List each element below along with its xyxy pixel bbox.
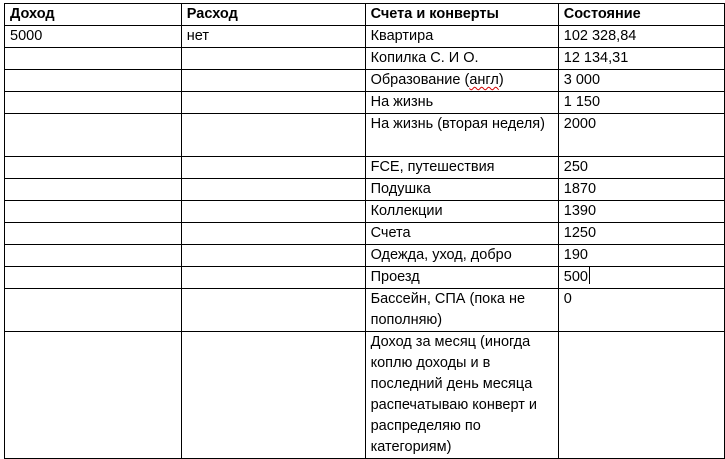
cell-income[interactable] [5, 201, 182, 223]
header-accounts[interactable]: Счета и конверты [365, 4, 558, 26]
cell-status-value: 500 [563, 269, 588, 285]
cell-status[interactable]: 1390 [558, 201, 724, 223]
table-row [5, 332, 725, 459]
cell-expense[interactable] [181, 92, 365, 114]
cell-account[interactable]: Квартира [365, 26, 558, 48]
cell-status-active[interactable] [558, 267, 724, 289]
cell-expense[interactable]: нет [181, 26, 365, 48]
cell-expense[interactable] [181, 332, 365, 459]
cell-income[interactable] [5, 114, 182, 157]
table-row [5, 179, 725, 201]
cell-account[interactable]: Подушка [365, 179, 558, 201]
table-row [5, 201, 725, 223]
cell-income[interactable] [5, 267, 182, 289]
table-row [5, 223, 725, 245]
cell-expense[interactable] [181, 289, 365, 332]
cell-income[interactable] [5, 70, 182, 92]
cell-expense[interactable] [181, 179, 365, 201]
cell-income[interactable] [5, 245, 182, 267]
cell-expense[interactable] [181, 157, 365, 179]
cell-account[interactable]: Счета [365, 223, 558, 245]
header-income[interactable]: Доход [5, 4, 182, 26]
cell-expense[interactable] [181, 245, 365, 267]
table-row [5, 245, 725, 267]
cell-account[interactable]: Проезд [365, 267, 558, 289]
table-row [5, 92, 725, 114]
budget-table [4, 3, 725, 459]
table-row [5, 26, 725, 48]
table-row [5, 114, 725, 157]
cell-status[interactable]: 190 [558, 245, 724, 267]
cell-expense[interactable] [181, 201, 365, 223]
cell-status[interactable]: 250 [558, 157, 724, 179]
table-row [5, 48, 725, 70]
cell-income[interactable] [5, 289, 182, 332]
cell-income[interactable] [5, 332, 182, 459]
account-text-end: ) [498, 72, 504, 88]
cell-expense[interactable] [181, 48, 365, 70]
cell-expense[interactable] [181, 223, 365, 245]
spellcheck-flagged-word[interactable]: англ [469, 72, 499, 88]
cell-status[interactable]: 1870 [558, 179, 724, 201]
cell-status[interactable]: 0 [558, 289, 724, 332]
header-expense[interactable]: Расход [181, 4, 365, 26]
table-row [5, 267, 725, 289]
cell-account[interactable]: FCE, путешествия [365, 157, 558, 179]
cell-status[interactable]: 1250 [558, 223, 724, 245]
cell-account[interactable]: На жизнь (вторая неделя) [365, 114, 558, 157]
cell-account[interactable]: Коллекции [365, 201, 558, 223]
cell-account[interactable]: Бассейн, СПА (пока не пополняю) [365, 289, 558, 332]
cell-status[interactable]: 102 328,84 [558, 26, 724, 48]
cell-account[interactable]: Доход за месяц (иногда коплю доходы и в последний день месяца распечатываю конверт и распределяю по категориям) [365, 332, 558, 459]
cell-account[interactable] [365, 70, 558, 92]
cell-expense[interactable] [181, 267, 365, 289]
cell-expense[interactable] [181, 114, 365, 157]
header-row [5, 4, 725, 26]
cell-account[interactable]: На жизнь [365, 92, 558, 114]
cell-status[interactable]: 1 150 [558, 92, 724, 114]
text-cursor [589, 267, 590, 284]
table-row [5, 289, 725, 332]
cell-income[interactable] [5, 157, 182, 179]
cell-status[interactable]: 2000 [558, 114, 724, 157]
cell-account[interactable]: Одежда, уход, добро [365, 245, 558, 267]
cell-income[interactable] [5, 179, 182, 201]
cell-expense[interactable] [181, 70, 365, 92]
table-row [5, 70, 725, 92]
cell-income[interactable] [5, 92, 182, 114]
table-row [5, 157, 725, 179]
cell-income[interactable] [5, 48, 182, 70]
cell-account[interactable]: Копилка С. И О. [365, 48, 558, 70]
cell-status[interactable] [558, 332, 724, 459]
cell-income[interactable] [5, 223, 182, 245]
cell-status[interactable]: 3 000 [558, 70, 724, 92]
cell-status[interactable]: 12 134,31 [558, 48, 724, 70]
account-text: Образование ( [370, 72, 470, 88]
header-status[interactable]: Состояние [558, 4, 724, 26]
cell-income[interactable]: 5000 [5, 26, 182, 48]
